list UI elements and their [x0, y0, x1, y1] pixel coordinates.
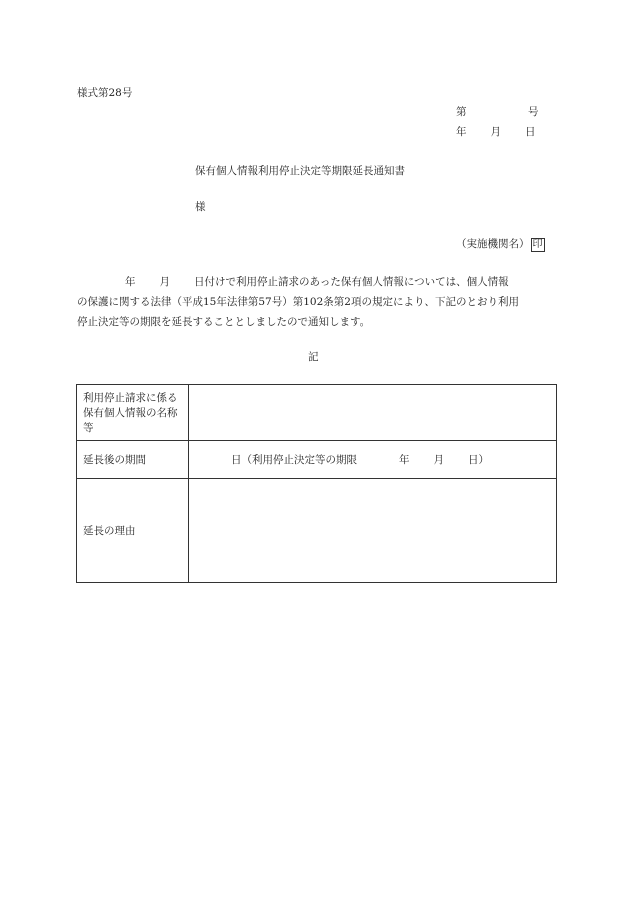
date-year: 年 [456, 126, 467, 138]
ki-heading: 記 [308, 351, 319, 363]
body-line-1: 年 月 日付けで利用停止請求のあった保有個人情報については、個人情報 [125, 276, 509, 288]
seal-mark: 印 [532, 239, 543, 250]
table-row [77, 479, 557, 583]
body-line-2: の保護に関する法律（平成15年法律第57号）第102条第2項の規定により、下記のとおり利用 [77, 296, 519, 308]
details-table [76, 384, 557, 583]
date-day: 日 [525, 126, 536, 138]
extended-period-value[interactable]: 日（利用停止決定等の期限 年 月 日） [189, 441, 557, 479]
document-number-prefix: 第 [456, 106, 467, 118]
notice-body [77, 272, 551, 332]
date-month: 月 [490, 126, 501, 138]
table-row [77, 385, 557, 441]
extension-reason-label: 延長の理由 [77, 479, 189, 583]
extension-reason-value[interactable] [189, 479, 557, 583]
form-number: 様式第28号 [77, 87, 133, 99]
target-info-label: 利用停止請求に係る保有個人情報の名称等 [77, 385, 189, 441]
target-info-value[interactable] [189, 385, 557, 441]
table-row [77, 441, 557, 479]
issue-date [456, 124, 536, 139]
extended-period-label: 延長後の期間 [77, 441, 189, 479]
issuer [456, 236, 545, 252]
document-title: 保有個人情報利用停止決定等期限延長通知書 [195, 165, 405, 177]
body-line-3: 停止決定等の期限を延長することとしましたので通知します。 [77, 316, 371, 328]
addressee-honorific: 様 [195, 201, 206, 213]
document-number-suffix: 号 [528, 106, 539, 118]
issuer-label: （実施機関名） [456, 238, 530, 250]
